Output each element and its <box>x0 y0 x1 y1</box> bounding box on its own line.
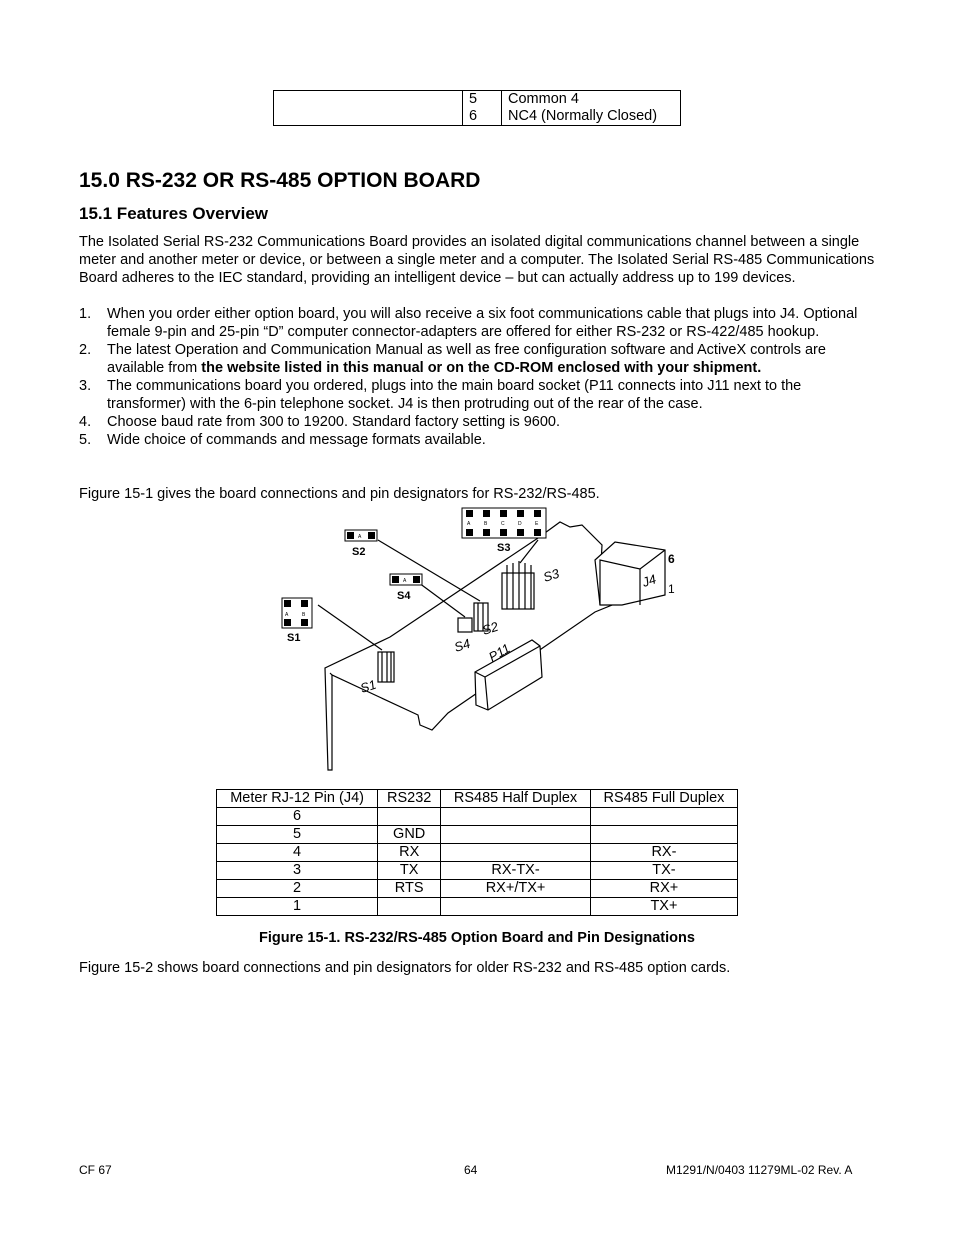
list-item <box>79 377 879 413</box>
jumper-pin-c-label: C <box>501 521 505 527</box>
section-title: 15.0 RS-232 OR RS-485 OPTION BOARD <box>79 169 481 192</box>
figure-followup: Figure 15-2 shows board connections and pin designators for older RS-232 and RS-485 option cards. <box>79 960 731 976</box>
list-text: Choose baud rate from 300 to 19200. Standard factory setting is 9600. <box>107 414 561 430</box>
jumper-pin-b-label: B <box>302 612 306 618</box>
table-cell-label <box>274 91 463 126</box>
list-text-bold: the website listed in this manual or on the CD-ROM enclosed with your shipment. <box>201 360 762 376</box>
table-row <box>217 844 738 862</box>
board-s3-label: S3 <box>541 565 562 585</box>
s4-label: S4 <box>397 590 411 602</box>
table-row <box>217 880 738 898</box>
list-number: 1. <box>79 306 92 322</box>
table-cell: 3 <box>217 862 378 880</box>
table-cell: 2 <box>217 880 378 898</box>
table-cell <box>441 844 591 862</box>
jumper-pin-a-label: A <box>358 534 362 540</box>
board-s4-label: S4 <box>452 635 473 655</box>
relay-table-continuation <box>273 90 681 126</box>
table-cell: TX+ <box>590 898 737 916</box>
footer-left: CF 67 <box>79 1163 112 1177</box>
table-cell: 5 <box>217 826 378 844</box>
page-number: 64 <box>464 1163 478 1177</box>
jumper-pin-d-label: D <box>518 521 522 527</box>
feature-list <box>79 305 879 449</box>
jumper-pin-e-label: E <box>535 521 539 527</box>
board-s2-label: S2 <box>480 618 501 638</box>
list-number: 4. <box>79 414 92 430</box>
s2-jumper-block <box>345 530 377 558</box>
jumper-pin-a-label: A <box>467 521 471 527</box>
column-header: Meter RJ-12 Pin (J4) <box>217 790 378 808</box>
table-cell: RX+/TX+ <box>441 880 591 898</box>
table-cell <box>441 898 591 916</box>
list-number: 5. <box>79 432 92 448</box>
table-cell: RX <box>378 844 441 862</box>
figure-intro: Figure 15-1 gives the board connections and pin designators for RS-232/RS-485. <box>79 486 600 502</box>
column-header: RS485 Half Duplex <box>441 790 591 808</box>
table-cell <box>590 808 737 826</box>
table-cell: 4 <box>217 844 378 862</box>
footer-right: M1291/N/0403 11279ML-02 Rev. A <box>666 1163 853 1177</box>
list-text: The communications board you ordered, plugs into the main board socket (P11 connects into J11 next to the transformer) with the 6-pin telephone socket. J4 is then protruding out of the rear of the case. <box>107 378 802 412</box>
j4-pin6-label: 6 <box>668 552 675 566</box>
jumper-pin-a-label: A <box>285 612 289 618</box>
jumper-pin-a-label: A <box>403 578 407 584</box>
s1-label: S1 <box>287 632 301 644</box>
s4-jumper-block <box>390 574 422 602</box>
table-cell <box>590 826 737 844</box>
table-header-row <box>217 790 738 808</box>
list-number: 3. <box>79 378 92 394</box>
s1-jumper-block <box>282 598 312 644</box>
s3-label: S3 <box>497 542 511 554</box>
list-item <box>79 413 879 431</box>
j4-pin1-label: 1 <box>668 582 675 596</box>
list-text: The latest Operation and Communication Manual as well as free configuration software and ActiveX controls are available from <box>107 342 826 376</box>
column-header: RS232 <box>378 790 441 808</box>
table-cell: GND <box>378 826 441 844</box>
table-row <box>274 91 681 126</box>
table-cell-pins: 5 6 <box>463 91 502 126</box>
list-item <box>79 341 879 377</box>
board-outline <box>318 522 665 770</box>
table-cell: RTS <box>378 880 441 898</box>
list-item <box>79 305 879 341</box>
table-cell-values: Common 4 NC4 (Normally Closed) <box>502 91 681 126</box>
table-cell: 6 <box>217 808 378 826</box>
s3-jumper-block <box>462 508 546 554</box>
table-row <box>217 808 738 826</box>
table-cell: TX- <box>590 862 737 880</box>
table-cell: TX <box>378 862 441 880</box>
table-cell <box>378 808 441 826</box>
table-cell: 1 <box>217 898 378 916</box>
column-header: RS485 Full Duplex <box>590 790 737 808</box>
table-cell <box>378 898 441 916</box>
board-j4-label: J4 <box>640 571 658 590</box>
table-row <box>217 862 738 880</box>
list-item <box>79 431 879 449</box>
table-cell: RX- <box>590 844 737 862</box>
s2-label: S2 <box>352 546 366 558</box>
table-cell <box>441 808 591 826</box>
list-text: When you order either option board, you will also receive a six foot communications cable that plugs into J4. Optional female 9-pin and 25-pin “D” computer connector-adapters are offered for either RS-232 or RS-422/485 hookup. <box>107 306 858 340</box>
board-s1-label: S1 <box>358 676 379 696</box>
subsection-title: 15.1 Features Overview <box>79 204 269 223</box>
intro-paragraph: The Isolated Serial RS-232 Communications Board provides an isolated digital communications channel between a single meter and another meter or device, or between a single meter and a computer. The Isolated Serial RS-485 Communications Board adheres to the IEC standard, providing an intelligent device – but can actually address up to 199 devices. <box>79 234 875 286</box>
figure-caption: Figure 15-1. RS-232/RS-485 Option Board and Pin Designations <box>259 930 695 946</box>
table-cell: RX+ <box>590 880 737 898</box>
table-row <box>217 898 738 916</box>
pin-designation-table <box>216 789 738 916</box>
table-row <box>217 826 738 844</box>
table-cell: RX-TX- <box>441 862 591 880</box>
jumper-pin-b-label: B <box>484 521 488 527</box>
option-board-diagram <box>270 505 690 775</box>
board-p11-label: P11 <box>486 640 513 665</box>
table-cell <box>441 826 591 844</box>
list-number: 2. <box>79 342 92 358</box>
list-text: Wide choice of commands and message formats available. <box>107 432 486 448</box>
